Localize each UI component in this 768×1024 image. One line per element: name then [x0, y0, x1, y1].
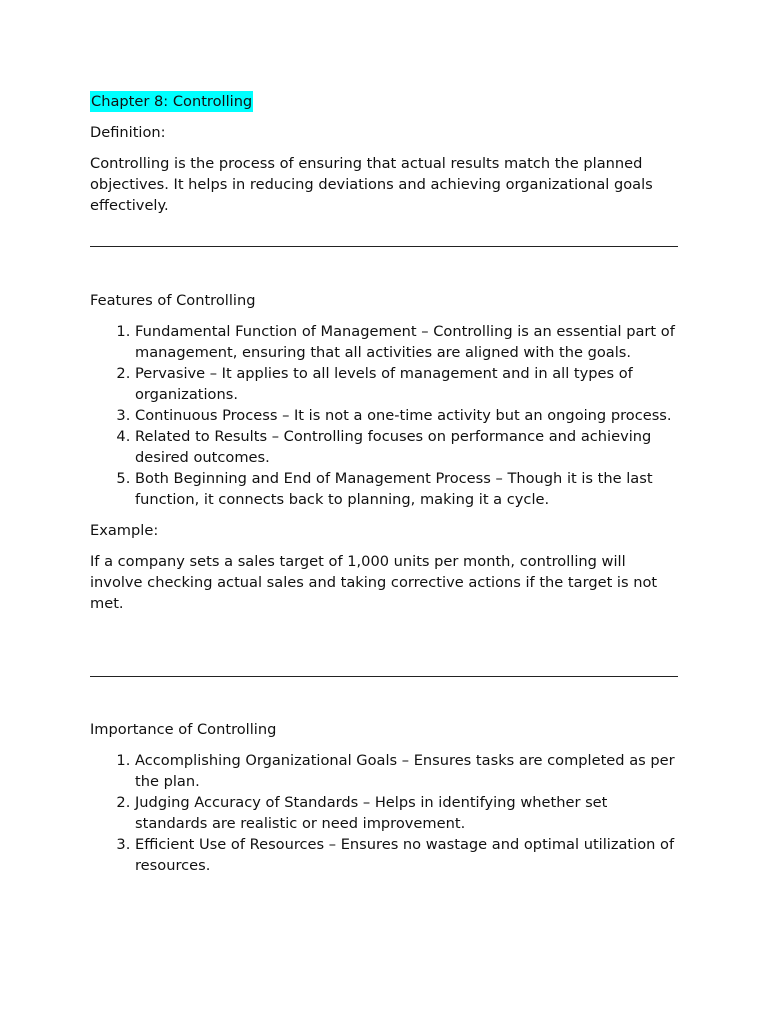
example-text: If a company sets a sales target of 1,000 units per month, controlling will involve checking actual sales and taking corrective actions if the target is not met.: [90, 553, 658, 612]
list-item: 1. Fundamental Function of Management – Controlling is an essential part of management, ensuring that all activities are aligned with the goals.: [135, 321, 678, 363]
list-item: 3. Efficient Use of Resources – Ensures no wastage and optimal utilization of resources.: [135, 834, 678, 876]
horizontal-rule: [90, 246, 678, 247]
importance-list: [90, 750, 678, 876]
features-heading: Features of Controlling: [90, 292, 256, 309]
list-item: 2. Judging Accuracy of Standards – Helps in identifying whether set standards are realistic or need improvement.: [135, 792, 678, 834]
list-item: 2. Pervasive – It applies to all levels of management and in all types of organizations.: [135, 363, 678, 405]
list-item: 1. Accomplishing Organizational Goals – Ensures tasks are completed as per the plan.: [135, 750, 678, 792]
features-list: [90, 321, 678, 510]
chapter-title: Chapter 8: Controlling: [91, 93, 253, 110]
importance-heading: Importance of Controlling: [90, 721, 277, 738]
list-item: 4. Related to Results – Controlling focuses on performance and achieving desired outcomes.: [135, 426, 678, 468]
example-label: Example:: [90, 522, 159, 539]
chapter-title-block: [90, 91, 678, 112]
definition-text: Controlling is the process of ensuring that actual results match the planned objectives. It helps in reducing deviations and achieving organizational goals effectively.: [90, 155, 653, 214]
horizontal-rule: [90, 676, 678, 677]
list-item: 5. Both Beginning and End of Management Process – Though it is the last function, it connects back to planning, making it a cycle.: [135, 468, 678, 510]
list-item: 3. Continuous Process – It is not a one-time activity but an ongoing process.: [135, 405, 678, 426]
definition-label: Definition:: [90, 124, 166, 141]
document-page: [90, 91, 678, 886]
